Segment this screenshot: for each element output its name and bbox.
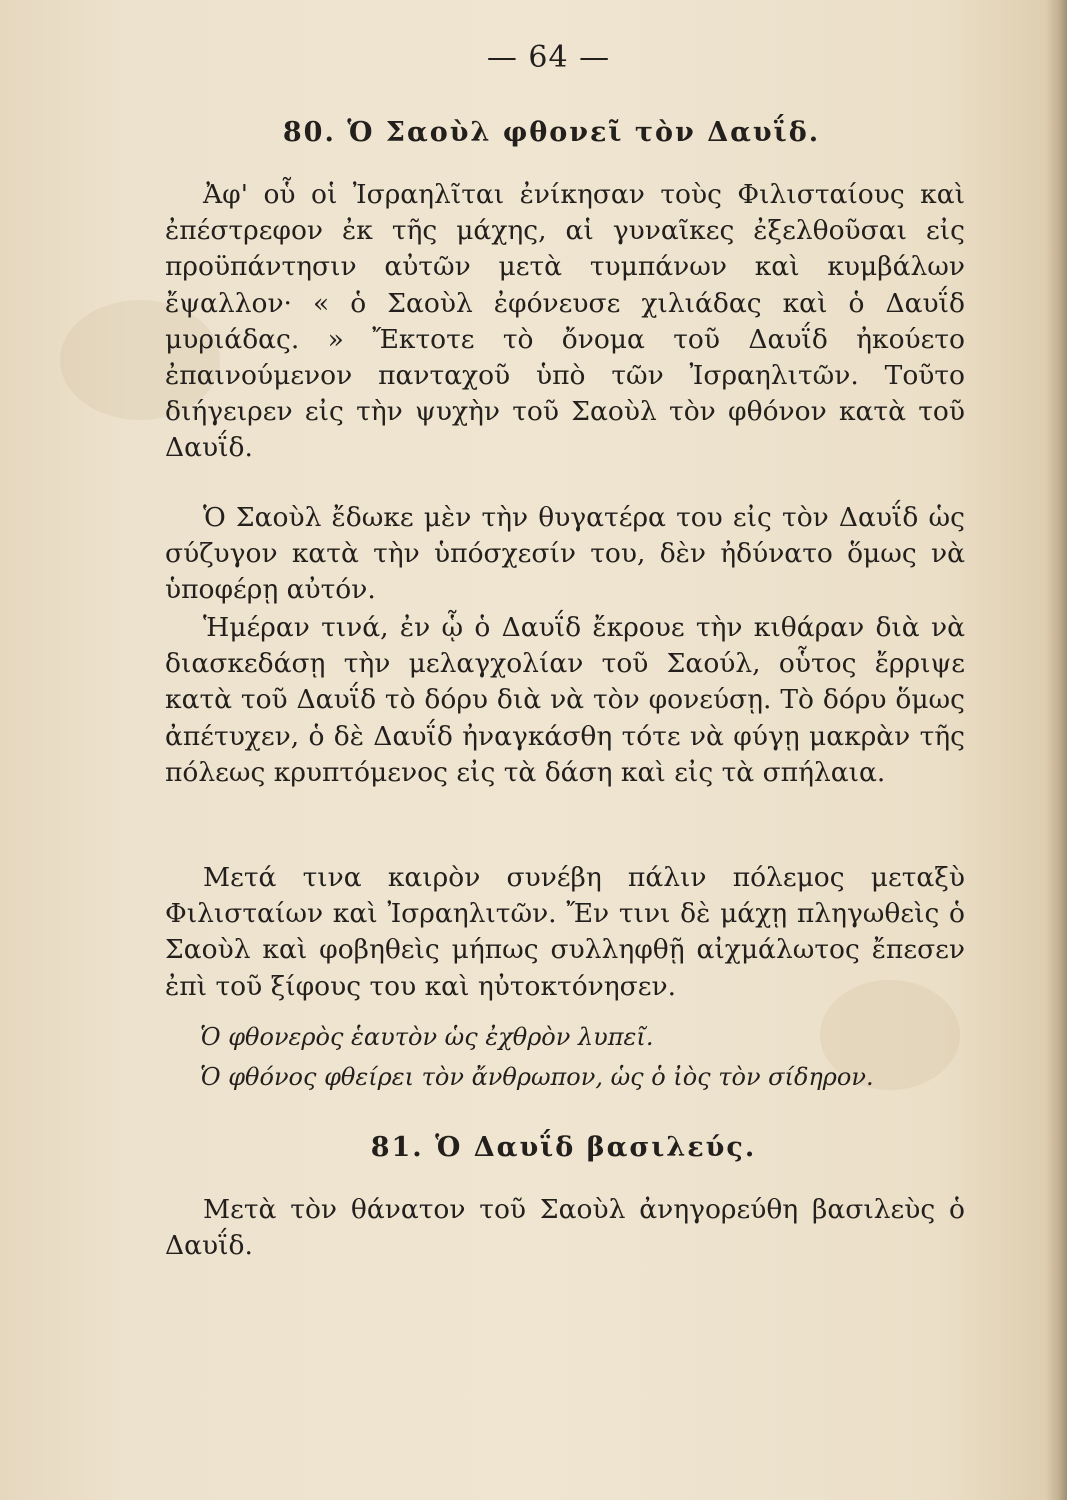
maxim-1: Ὁ φθονερὸς ἑαυτὸν ὡς ἐχθρὸν λυπεῖ.	[200, 1023, 654, 1051]
section-title-80: 80. Ὁ Σαοὺλ φθονεῖ τὸν Δαυΐδ.	[282, 117, 821, 148]
page-binding-edge	[1045, 0, 1067, 1500]
maxim-2: Ὁ φθόνος φθείρει τὸν ἄνθρωπον, ὡς ὁ ἰὸς τὸν σίδηρον.	[200, 1063, 874, 1091]
section-title-81: 81. Ὁ Δαυΐδ βασιλεύς.	[370, 1132, 757, 1163]
page-number: — 64 —	[486, 40, 611, 75]
paragraph-5: Μετὰ τὸν θάνατον τοῦ Σαοὺλ ἀνηγορεύθη βασιλεὺς ὁ Δαυΐδ.	[165, 1194, 965, 1262]
paragraph-4: Μετά τινα καιρὸν συνέβη πάλιν πόλεμος μεταξὺ Φιλισταίων καὶ Ἰσραηλιτῶν. Ἔν τινι δὲ μάχῃ πληγωθεὶς ὁ Σαοὺλ καὶ φοβηθεὶς μήπως συλληφθῇ αἰχμάλωτος ἔπεσεν ἐπὶ τοῦ ξίφους του καὶ ηὐτοκτόνησεν.	[165, 862, 965, 1002]
paragraph-2: Ὁ Σαοὺλ ἔδωκε μὲν τὴν θυγατέρα του εἰς τὸν Δαυΐδ ὡς σύζυγον κατὰ τὴν ὑπόσχεσίν του, δὲν ἠδύνατο ὅμως νὰ ὑποφέρῃ αὐτόν.	[165, 502, 965, 606]
paragraph-1: Ἀφ' οὗ οἱ Ἰσραηλῖται ἐνίκησαν τοὺς Φιλισταίους καὶ ἐπέστρεφον ἐκ τῆς μάχης, αἱ γυναῖκες ἐξελθοῦσαι εἰς προϋπάντησιν αὐτῶν μετὰ τυμπάνων καὶ κυμβάλων ἔψαλλον· « ὁ Σαοὺλ ἐφόνευσε χιλιάδας καὶ ὁ Δαυΐδ μυριάδας. » Ἔκτοτε τὸ ὄνομα τοῦ Δαυΐδ ἠκούετο ἐπαινούμενον πανταχοῦ ὑπὸ τῶν Ἰσραηλιτῶν. Τοῦτο διήγειρεν εἰς τὴν ψυχὴν τοῦ Σαοὺλ τὸν φθόνον κατὰ τοῦ Δαυΐδ.	[165, 179, 965, 464]
paragraph-3: Ἡμέραν τινά, ἐν ᾧ ὁ Δαυΐδ ἔκρουε τὴν κιθάραν διὰ νὰ διασκεδάσῃ τὴν μελαγχολίαν τοῦ Σαούλ, οὗτος ἔρριψε κατὰ τοῦ Δαυΐδ τὸ δόρυ διὰ νὰ τὸν φονεύσῃ. Τὸ δόρυ ὅμως ἀπέτυχεν, ὁ δὲ Δαυΐδ ἠναγκάσθη τότε νὰ φύγῃ μακρὰν τῆς πόλεως κρυπτόμενος εἰς τὰ δάση καὶ εἰς τὰ σπήλαια.	[165, 612, 965, 788]
